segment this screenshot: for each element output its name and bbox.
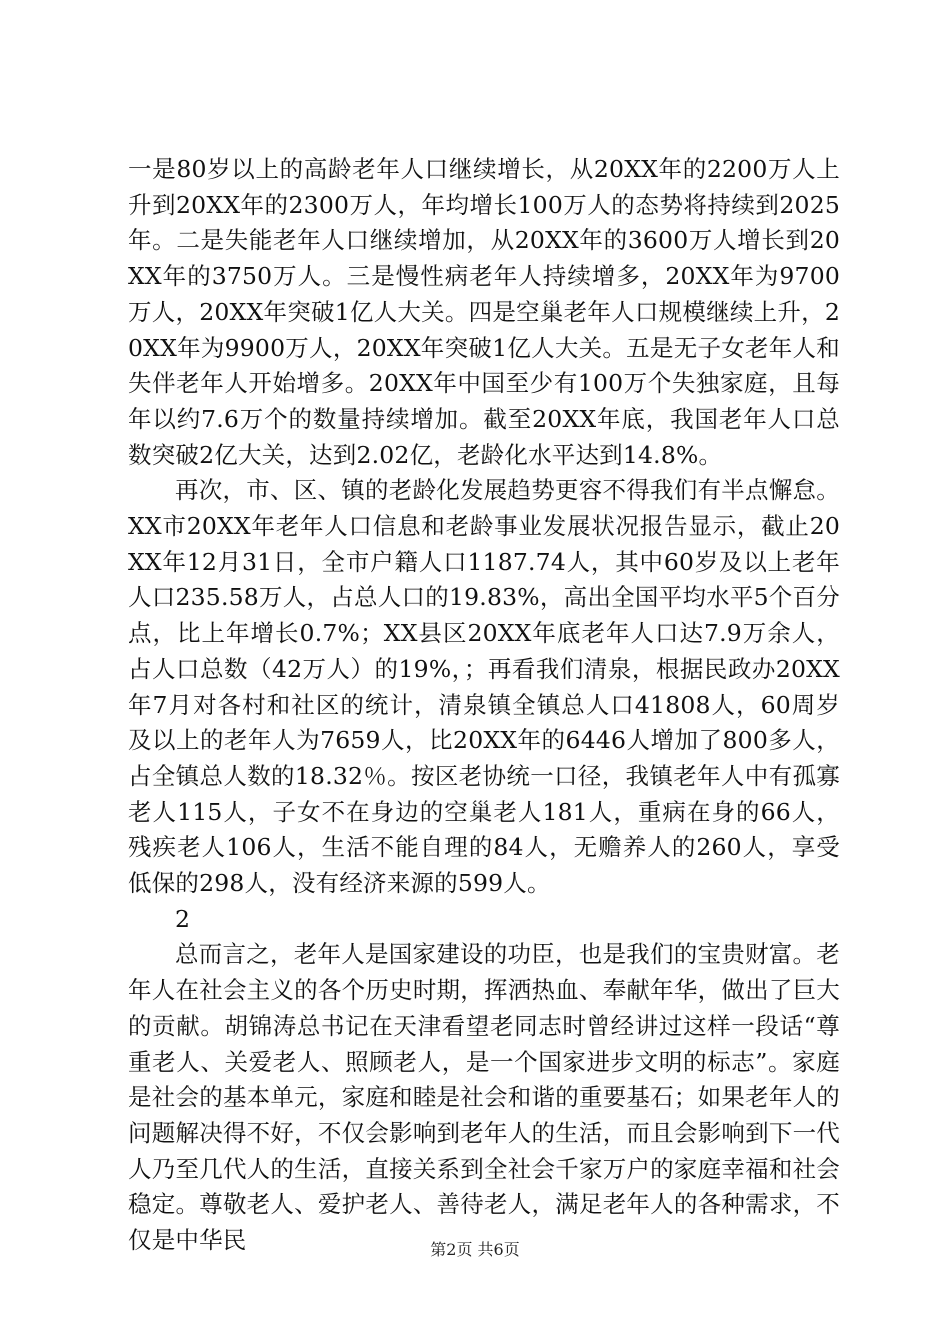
paragraph-elderly-statistics: 一是80岁以上的高龄老年人口继续增长，从20XX年的2200万人上升到20XX年的2300万人，年均增长100万人的态势将持续到2025年。二是失能老年人口继续增加，从20XX年的3600万人增长到20XX年的3750万人。三是慢性病老年人持续增多，20XX年为9700万人，20XX年突破1亿人大关。四是空巢老年人口规模继续上升，20XX年为9900万人，20XX年突破1亿人大关。五是无子女老年人和失伴老年人开始增多。20XX年中国至少有100万个失独家庭，且每年以约7.6万个的数量持续增加。截至20XX年底，我国老年人口总数突破2亿大关，达到2.02亿，老龄化水平达到14.8%。 [128,155,840,469]
document-body [128,152,840,1259]
page-footer: 第2页 共6页 [430,1240,520,1259]
paragraph-conclusion: 总而言之，老年人是国家建设的功臣，也是我们的宝贵财富。老年人在社会主义的各个历史时期，挥洒热血、奉献年华，做出了巨大的贡献。胡锦涛总书记在天津看望老同志时曾经讲过这样一段话“尊重老人、关爱老人、照顾老人，是一个国家进步文明的标志”。家庭是社会的基本单元，家庭和睦是社会和谐的重要基石；如果老年人的问题解决得不好，不仅会影响到老年人的生活，而且会影响到下一代人乃至几代人的生活，直接关系到全社会千家万户的家庭幸福和社会稳定。尊敬老人、爱护老人、善待老人，满足老年人的各种需求，不仅是中华民 [128,940,840,1255]
inline-page-number: 2 [175,904,190,933]
paragraph-local-aging-trend: 再次，市、区、镇的老龄化发展趋势更容不得我们有半点懈怠。XX市20XX年老年人口信息和老龄事业发展状况报告显示，截止20XX年12月31日，全市户籍人口1187.74人，其中60岁及以上老年人口235.58万人，占总人口的19.83%，高出全国平均水平5个百分点，比上年增长0.7%；XX县区20XX年底老年人口达7.9万余人，占人口总数（42万人）的19%，；再看我们清泉，根据民政办20XX年7月对各村和社区的统计，清泉镇全镇总人口41808人，60周岁及以上的老年人为7659人，比20XX年的6446人增加了800多人，占全镇总人数的18.32％。按区老协统一口径，我镇老年人中有孤寡老人115人，子女不在身边的空巢老人181人，重病在身的66人，残疾老人106人，生活不能自理的84人，无赡养人的260人，享受低保的298人，没有经济来源的599人。 [128,476,840,898]
